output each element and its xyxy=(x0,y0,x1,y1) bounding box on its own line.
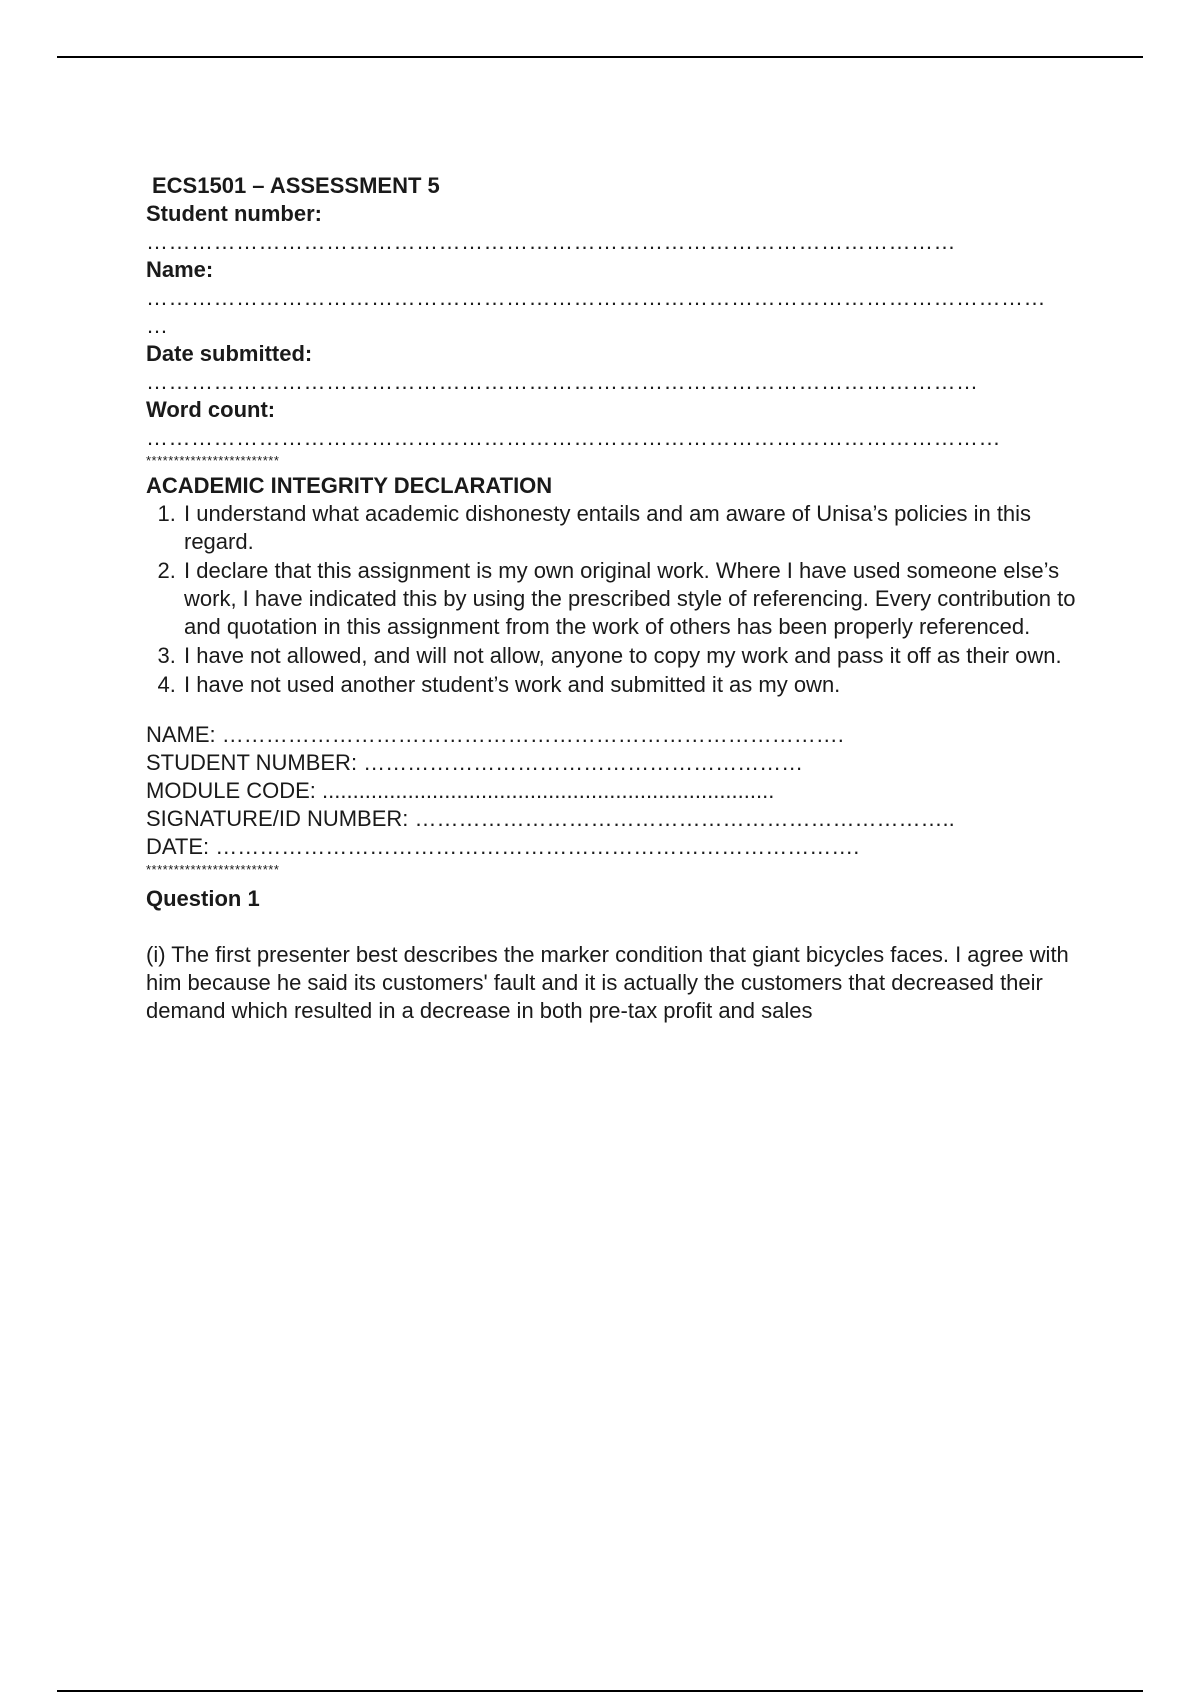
separator-top: ************************ xyxy=(146,453,280,468)
signature-module-code-line: MODULE CODE: .......................................................................... xyxy=(146,778,775,803)
date-submitted-label: Date submitted: xyxy=(146,341,313,366)
date-submitted-dots: ………………………………………………………………………………………………… xyxy=(146,369,979,394)
declaration-list xyxy=(146,500,1106,699)
assessment-title: ECS1501 – ASSESSMENT 5 xyxy=(152,173,440,198)
signature-block xyxy=(146,721,1106,861)
declaration-item: 1. I understand what academic dishonesty entails and am aware of Unisa’s policies in this regard. xyxy=(182,500,1106,556)
student-number-dots: ……………………………………………………………………………………………… xyxy=(146,229,956,254)
question-answer: (i) The first presenter best describes the marker condition that giant bicycles faces. I agree with him because he said its customers' fault and it is actually the customers that decreased their demand which resulted in a decrease in both pre-tax profit and sales xyxy=(146,942,1069,1023)
name-dots: ………………………………………………………………………………………………………… xyxy=(146,285,1046,310)
name-label: Name: xyxy=(146,257,214,282)
declaration-item: 2. I declare that this assignment is my own original work. Where I have used someone else’s work, I have indicated this by using the prescribed style of referencing. Every contribution to and quotation in this assignment from the work of others has been properly referenced. xyxy=(182,557,1106,641)
signature-date-line: DATE: ……………………………………………………………………………. xyxy=(146,834,860,859)
separator-bottom: ************************ xyxy=(146,862,280,877)
document-body xyxy=(146,172,1106,1025)
top-rule xyxy=(57,56,1143,58)
signature-name-line: NAME: …………………………………………………………………………. xyxy=(146,722,844,747)
declaration-item: 3. I have not allowed, and will not allow, anyone to copy my work and pass it off as their own. xyxy=(182,642,1106,670)
signature-student-number-line: STUDENT NUMBER: …………………………………………………… xyxy=(146,750,804,775)
declaration-heading: ACADEMIC INTEGRITY DECLARATION xyxy=(146,473,553,498)
word-count-dots: …………………………………………………………………………………………………… xyxy=(146,425,1001,450)
question-heading: Question 1 xyxy=(146,886,260,911)
word-count-label: Word count: xyxy=(146,397,276,422)
student-number-label: Student number: xyxy=(146,201,322,226)
bottom-rule xyxy=(57,1690,1143,1692)
signature-id-line: SIGNATURE/ID NUMBER: ……………………………………………………………….. xyxy=(146,806,955,831)
declaration-item: 4. I have not used another student’s work and submitted it as my own. xyxy=(182,671,1106,699)
name-dots-wrap: … xyxy=(146,313,169,338)
